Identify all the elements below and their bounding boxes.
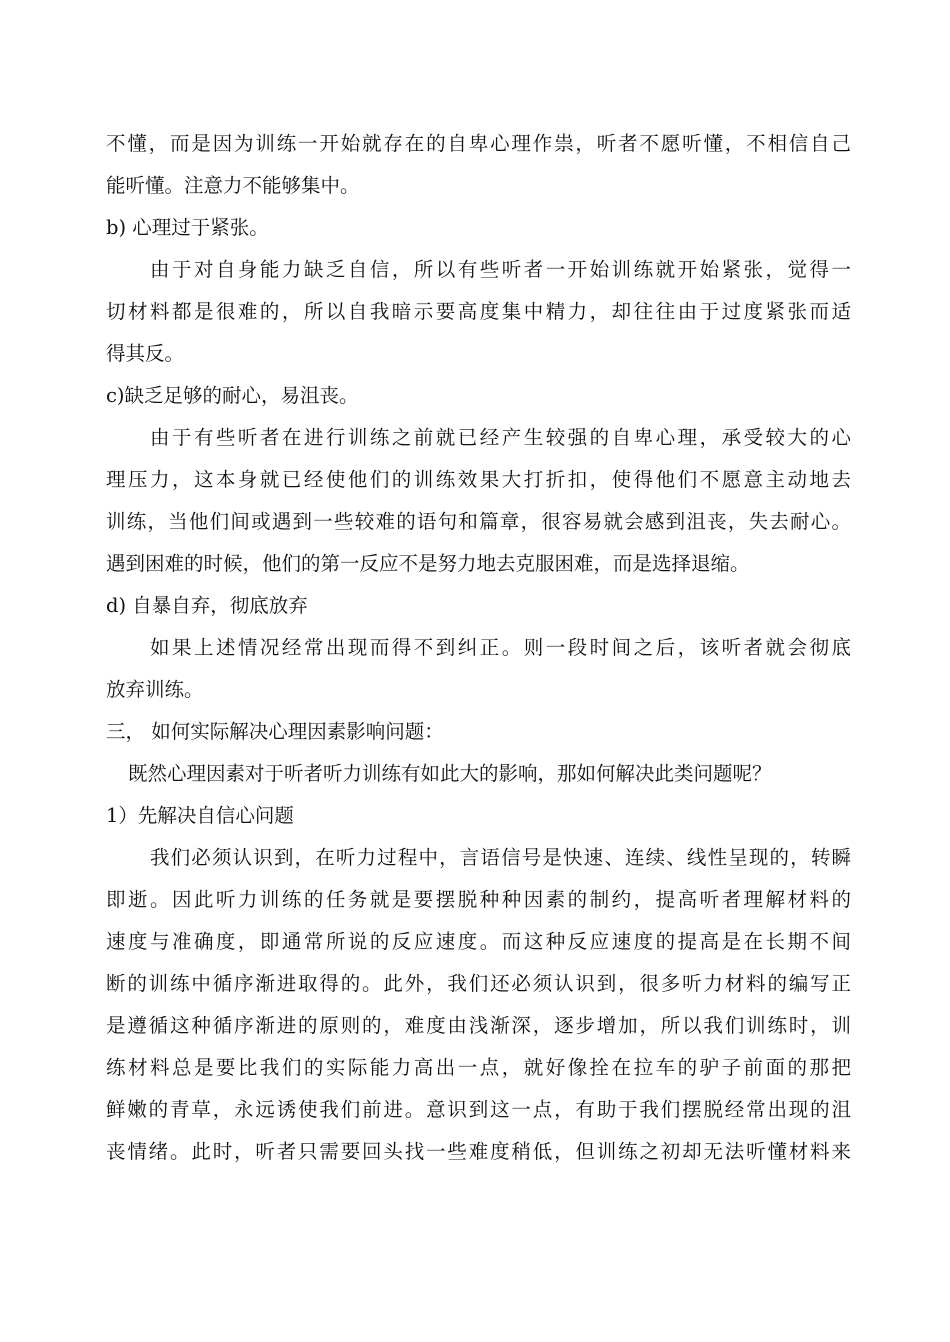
section-heading-3: 三， 如何实际解决心理因素影响问题：: [106, 720, 444, 743]
subheading-1: 1）先解决自信心问题: [106, 804, 294, 827]
body-text-line: 断的训练中循序渐进取得的。此外，我们还必须认识到，很多听力材料的编写正: [106, 972, 851, 995]
body-text-line: 得其反。: [106, 342, 185, 365]
paragraph-first-line: 既然心理因素对于听者听力训练有如此大的影响，那如何解决此类问题呢？: [128, 762, 772, 785]
body-text-line: 丧情绪。此时，听者只需要回头找一些难度稍低，但训练之初却无法听懂材料来: [106, 1140, 851, 1163]
paragraph-first-line: 我们必须认识到，在听力过程中，言语信号是快速、连续、线性呈现的，转瞬: [150, 846, 851, 869]
body-text-line: 速度与准确度，即通常所说的反应速度。而这种反应速度的提高是在长期不间: [106, 930, 851, 953]
paragraph-first-line: 由于对自身能力缺乏自信，所以有些听者一开始训练就开始紧张，觉得一: [150, 258, 851, 281]
paragraph-first-line: 如果上述情况经常出现而得不到纠正。则一段时间之后，该听者就会彻底: [150, 636, 851, 659]
body-text-line: 鲜嫩的青草，永远诱使我们前进。意识到这一点，有助于我们摆脱经常出现的沮: [106, 1098, 851, 1121]
subheading-d: d) 自暴自弃，彻底放弃: [106, 594, 308, 617]
body-text-line: 切材料都是很难的，所以自我暗示要高度集中精力，却往往由于过度紧张而适: [106, 300, 851, 323]
body-text-line: 练材料总是要比我们的实际能力高出一点，就好像拴在拉车的驴子前面的那把: [106, 1056, 851, 1079]
subheading-b: b) 心理过于紧张。: [106, 216, 269, 239]
subheading-c: c)缺乏足够的耐心，易沮丧。: [106, 384, 359, 407]
paragraph-first-line: 由于有些听者在进行训练之前就已经产生较强的自卑心理，承受较大的心: [150, 426, 851, 449]
body-text-line: 放弃训练。: [106, 678, 204, 701]
body-text-line: 不懂，而是因为训练一开始就存在的自卑心理作祟，听者不愿听懂，不相信自己: [106, 132, 851, 155]
body-text-line: 即逝。因此听力训练的任务就是要摆脱种种因素的制约，提高听者理解材料的: [106, 888, 851, 911]
body-text-line: 遇到困难的时候，他们的第一反应不是努力地去克服困难，而是选择退缩。: [106, 552, 750, 575]
body-text-line: 能听懂。注意力不能够集中。: [106, 174, 360, 197]
body-text-line: 理压力，这本身就已经使他们的训练效果大打折扣，使得他们不愿意主动地去: [106, 468, 851, 491]
body-text-line: 训练，当他们间或遇到一些较难的语句和篇章，很容易就会感到沮丧，失去耐心。: [106, 510, 851, 533]
body-text-line: 是遵循这种循序渐进的原则的，难度由浅渐深，逐步增加，所以我们训练时，训: [106, 1014, 851, 1037]
